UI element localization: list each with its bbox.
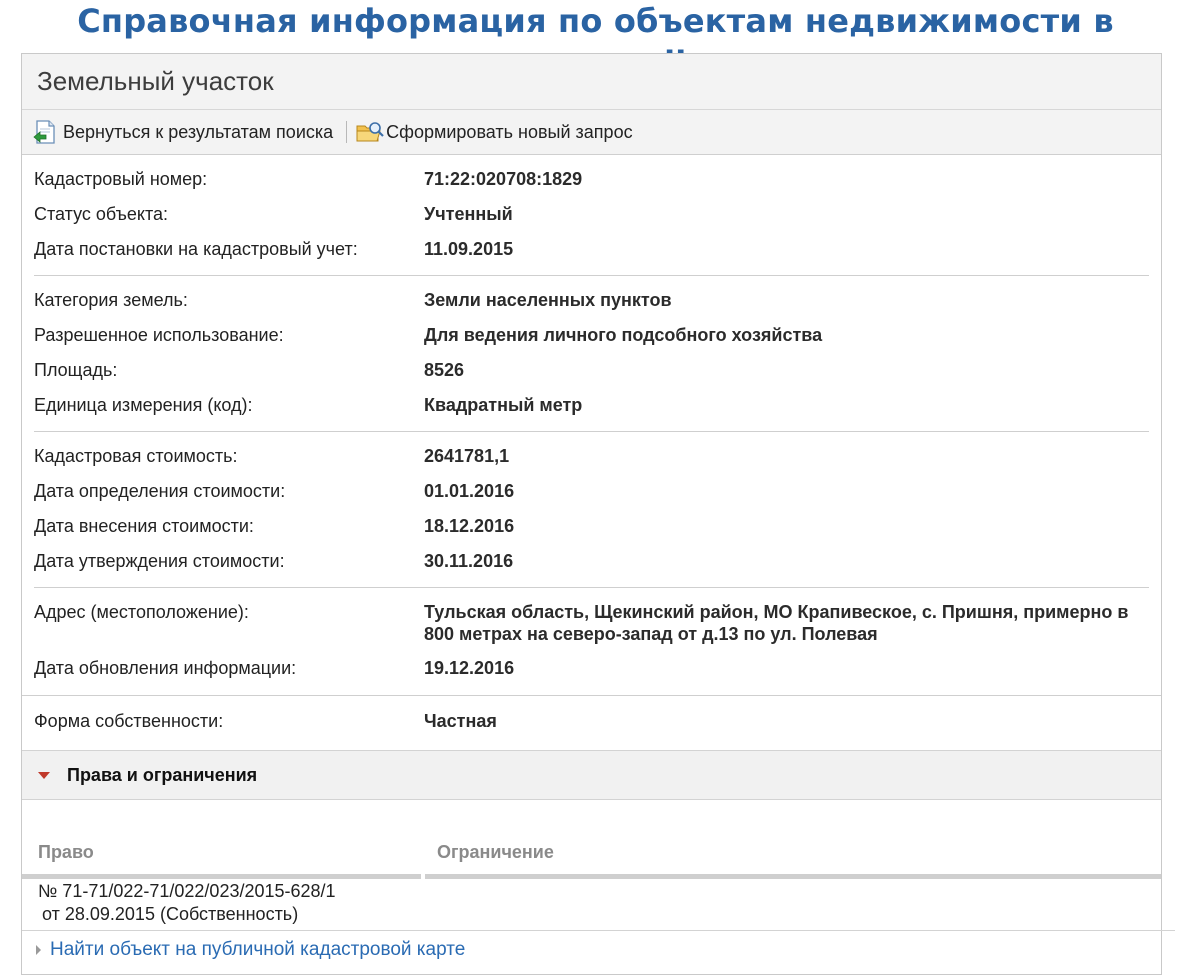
detail-label: Дата определения стоимости:: [34, 481, 286, 501]
detail-value: 18.12.2016: [424, 516, 515, 536]
back-document-icon: [33, 119, 57, 145]
ownership-block: [22, 695, 1161, 750]
detail-row-land-category: [34, 289, 1149, 311]
arrow-right-icon: [36, 945, 41, 955]
right-date-type: от 28.09.2015 (Собственность): [42, 904, 299, 924]
detail-label: Кадастровая стоимость:: [34, 446, 238, 466]
back-to-results-button[interactable]: [33, 119, 333, 145]
detail-value: 8526: [424, 360, 465, 380]
detail-row-registration-date: [34, 238, 1149, 260]
detail-value: 30.11.2016: [424, 551, 514, 571]
column-header-underline: [22, 874, 421, 879]
detail-value: Земли населенных пунктов: [424, 290, 672, 310]
detail-label: Площадь:: [34, 360, 118, 380]
detail-label: Адрес (местоположение):: [34, 602, 249, 622]
detail-row-value-determined-date: [34, 480, 1149, 502]
column-header-restriction: Ограничение: [437, 842, 554, 862]
detail-value: 11.09.2015: [424, 239, 514, 259]
object-panel: [21, 53, 1162, 975]
detail-row-updated-date: [34, 657, 1149, 679]
search-folder-icon: [356, 119, 380, 145]
address-group: [34, 588, 1149, 695]
find-on-map-link[interactable]: [22, 930, 1175, 971]
detail-label: Дата обновления информации:: [34, 658, 297, 678]
detail-value: Квадратный метр: [424, 395, 583, 415]
rights-table: [22, 800, 1161, 930]
right-number: № 71-71/022-71/022/023/2015-628/1: [38, 881, 336, 901]
detail-label: Разрешенное использование:: [34, 325, 284, 345]
detail-label: Кадастровый номер:: [34, 169, 208, 189]
address-line-2: 800 метрах на северо-запад от д.13 по ул. Полевая: [424, 624, 878, 644]
rights-section-title: Права и ограничения: [67, 764, 258, 785]
detail-row-area: [34, 359, 1149, 381]
detail-row-unit: [34, 394, 1149, 416]
detail-row-cadastral-value: [34, 445, 1149, 467]
detail-value: 2641781,1: [424, 446, 510, 466]
table-row: [38, 880, 336, 926]
new-request-label: Сформировать новый запрос: [386, 121, 633, 142]
column-header-underline: [425, 874, 1161, 879]
detail-label: Статус объекта:: [34, 204, 169, 224]
address-line-1: Тульская область, Щекинский район, МО Крапивеское, с. Пришня, примерно в: [424, 602, 1129, 622]
rights-section-toggle[interactable]: [22, 750, 1161, 800]
details-section: [22, 155, 1161, 695]
detail-value: Для ведения личного подсобного хозяйства: [424, 325, 823, 345]
detail-label: Дата утверждения стоимости:: [34, 551, 285, 571]
detail-row-address: [34, 601, 1149, 645]
new-request-button[interactable]: [356, 119, 632, 145]
value-group: [34, 432, 1149, 588]
back-to-results-label: Вернуться к результатам поиска: [63, 121, 334, 142]
detail-label: Единица измерения (код):: [34, 395, 253, 415]
detail-value: Учтенный: [424, 204, 513, 224]
detail-row-value-entered-date: [34, 515, 1149, 537]
detail-row-permitted-use: [34, 324, 1149, 346]
detail-value: 71:22:020708:1829: [424, 169, 583, 189]
land-group: [34, 276, 1149, 432]
detail-label: Форма собственности:: [34, 711, 224, 731]
page-banner: Справочная информация по объектам недвижимости в: [77, 2, 1114, 40]
detail-label: Дата постановки на кадастровый учет:: [34, 239, 358, 259]
detail-row-value-approved-date: [34, 550, 1149, 572]
detail-row-ownership: [22, 696, 1161, 732]
collapse-triangle-icon: [38, 772, 50, 779]
detail-value: Частная: [424, 711, 497, 731]
detail-label: Дата внесения стоимости:: [34, 516, 254, 536]
detail-row-cadastral-number: [34, 168, 1149, 190]
detail-row-status: [34, 203, 1149, 225]
registration-group: [34, 155, 1149, 276]
detail-label: Категория земель:: [34, 290, 188, 310]
detail-value: 01.01.2016: [424, 481, 515, 501]
toolbar: [22, 110, 1161, 155]
detail-value: [424, 601, 1144, 645]
find-on-map-label: Найти объект на публичной кадастровой карте: [50, 939, 466, 960]
toolbar-divider: [346, 121, 347, 143]
panel-title: Земельный участок: [22, 54, 1161, 110]
column-header-right: Право: [38, 842, 94, 862]
detail-value: 19.12.2016: [424, 658, 515, 678]
